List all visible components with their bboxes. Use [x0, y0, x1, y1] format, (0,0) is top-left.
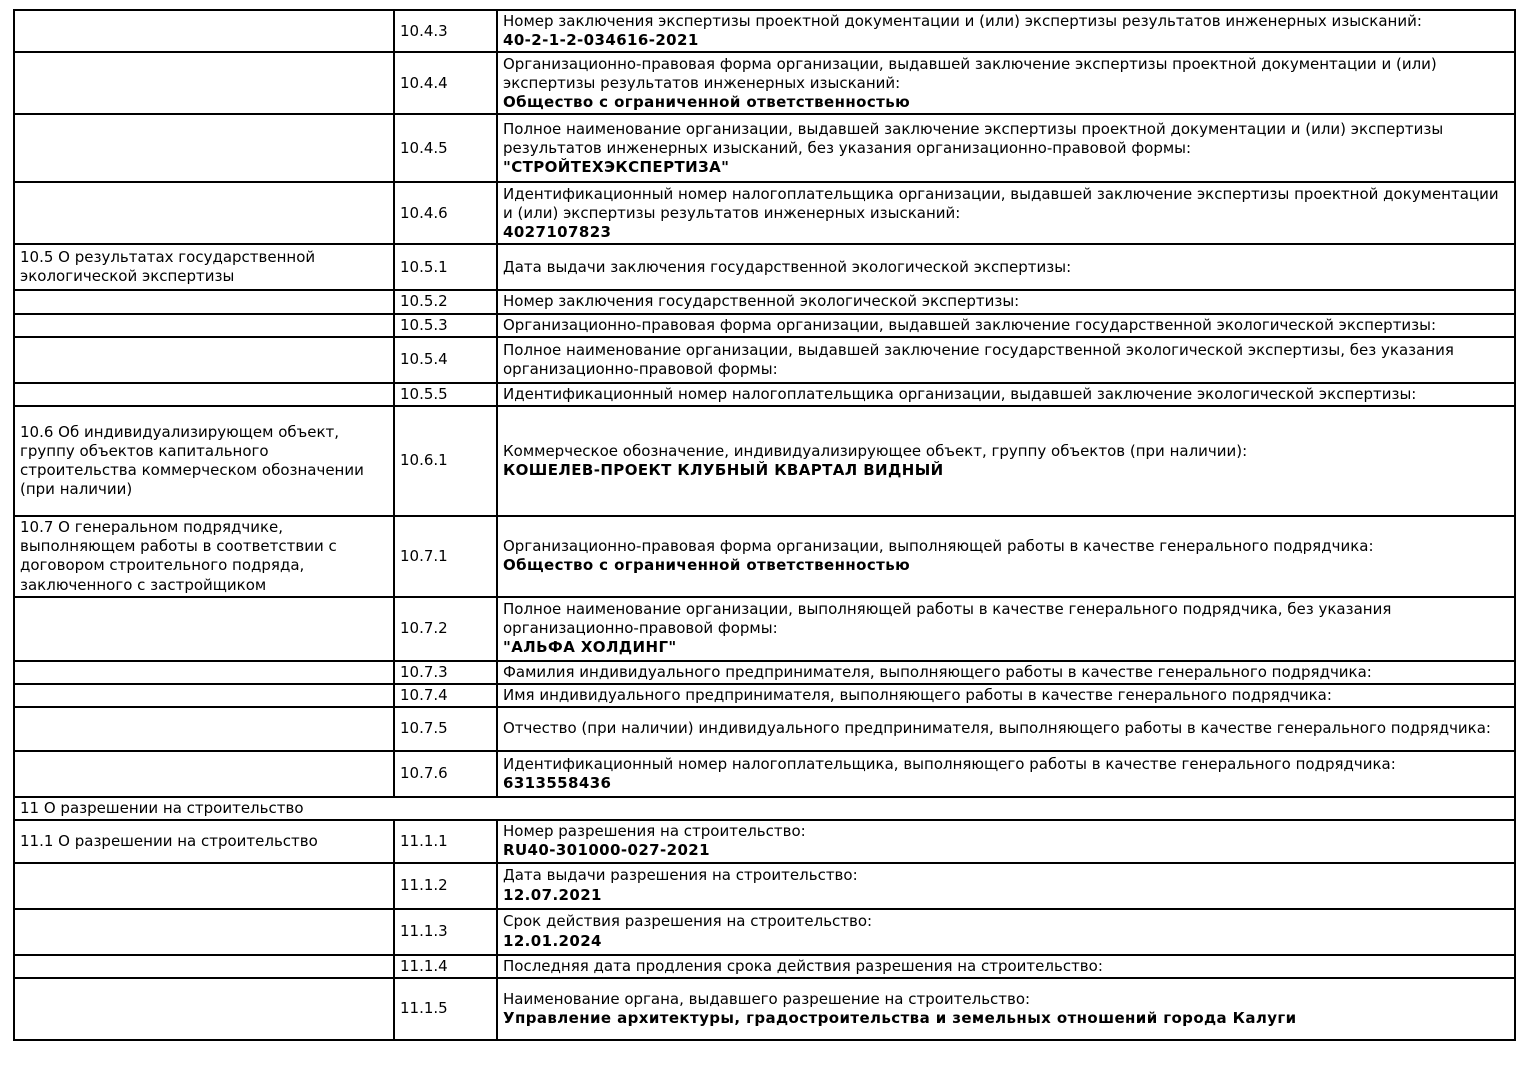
field-value: Общество с ограниченной ответственностью: [503, 556, 911, 575]
content-cell: [497, 863, 1515, 909]
field-value: КОШЕЛЕВ-ПРОЕКТ КЛУБНЫЙ КВАРТАЛ ВИДНЫЙ: [503, 460, 944, 479]
field-label: Номер заключения экспертизы проектной документации и (или) экспертизы результатов инженерных изысканий:: [503, 12, 1422, 30]
field-label: Отчество (при наличии) индивидуального предпринимателя, выполняющего работы в качестве генерального подрядчика:: [503, 719, 1491, 738]
content-cell: [497, 978, 1515, 1040]
section-title-cell: [14, 383, 394, 406]
field-value: 4027107823: [503, 222, 612, 241]
field-value: 40-2-1-2-034616-2021: [503, 31, 699, 50]
field-label: Наименование органа, выдавшего разрешение на строительство:: [503, 989, 1031, 1008]
table-row: [14, 314, 1515, 337]
field-label: Идентификационный номер налогоплательщика организации, выдавшей заключение экспертизы проектной документации и (или) экспертизы результатов инженерных изысканий:: [503, 184, 1499, 222]
field-label: Последняя дата продления срока действия разрешения на строительство:: [503, 956, 1103, 975]
field-label: Идентификационный номер налогоплательщика, выполняющего работы в качестве генерального подрядчика:: [503, 754, 1396, 773]
field-value: 12.01.2024: [503, 931, 602, 950]
table-row: [14, 978, 1515, 1040]
row-number-cell: 10.5.1: [394, 244, 497, 290]
row-number-cell: 10.7.2: [394, 597, 497, 661]
field-label: Полное наименование организации, выполняющей работы в качестве генерального подрядчика, без указания организационно-правовой формы:: [503, 599, 1392, 638]
table-row: [14, 516, 1515, 597]
row-number-cell: 10.7.5: [394, 707, 497, 751]
table-row: [14, 290, 1515, 313]
row-number-cell: 11.1.2: [394, 863, 497, 909]
field-label: Полное наименование организации, выдавшей заключение экспертизы проектной документации и (или) экспертизы результатов инженерных изысканий, без указания организационно-правовой формы:: [503, 119, 1444, 157]
content-cell: [497, 820, 1515, 862]
field-label: Номер разрешения на строительство:: [503, 822, 806, 841]
row-number-cell: 10.7.6: [394, 751, 497, 797]
field-value: RU40-301000-027-2021: [503, 841, 710, 860]
field-value: "СТРОЙТЕХЭКСПЕРТИЗА": [503, 157, 730, 176]
content-cell: [497, 661, 1515, 684]
content-cell: [497, 383, 1515, 406]
content-cell: [497, 955, 1515, 978]
table-row: [14, 863, 1515, 909]
table-row: [14, 955, 1515, 978]
content-cell: [497, 244, 1515, 290]
field-label: Организационно-правовая форма организации, выдавшей заключение государственной экологической экспертизы:: [503, 315, 1437, 334]
field-value: Общество с ограниченной ответственностью: [503, 92, 911, 111]
row-number-cell: 11.1.4: [394, 955, 497, 978]
table-row: [14, 182, 1515, 244]
section-title-cell: [14, 978, 394, 1040]
row-number-cell: 11.1.3: [394, 909, 497, 955]
section-header: 11 О разрешении на строительство: [14, 797, 1515, 820]
table-row: [14, 751, 1515, 797]
table-row: [14, 244, 1515, 290]
section-title-cell: [14, 863, 394, 909]
row-number-cell: 10.4.3: [394, 10, 497, 52]
section-title-cell: [14, 909, 394, 955]
section-title-cell: [14, 314, 394, 337]
content-cell: [497, 337, 1515, 383]
content-cell: [497, 909, 1515, 955]
field-label: Дата выдачи разрешения на строительство:: [503, 866, 858, 885]
content-cell: [497, 114, 1515, 182]
field-label: Срок действия разрешения на строительство:: [503, 912, 873, 931]
field-value: "АЛЬФА ХОЛДИНГ": [503, 638, 677, 657]
section-title-cell: [14, 751, 394, 797]
field-value: Управление архитектуры, градостроительства и земельных отношений города Калуги: [503, 1008, 1297, 1027]
content-cell: [497, 516, 1515, 597]
row-number-cell: 10.4.6: [394, 182, 497, 244]
table-body: [14, 10, 1515, 1040]
section-title-cell: 10.6 Об индивидуализирующем объект, группу объектов капитального строительства коммерческом обозначении (при наличии): [14, 406, 394, 516]
field-value: 12.07.2021: [503, 885, 602, 904]
table-row: [14, 406, 1515, 516]
section-title-cell: 11.1 О разрешении на строительство: [14, 820, 394, 862]
section-title-cell: [14, 597, 394, 661]
table-row: [14, 383, 1515, 406]
content-cell: [497, 10, 1515, 52]
row-number-cell: 11.1.5: [394, 978, 497, 1040]
content-cell: [497, 684, 1515, 707]
content-cell: [497, 52, 1515, 114]
row-number-cell: 10.5.3: [394, 314, 497, 337]
table-row: [14, 820, 1515, 862]
row-number-cell: 10.6.1: [394, 406, 497, 516]
section-title-cell: [14, 707, 394, 751]
field-label: Идентификационный номер налогоплательщика организации, выдавшей заключение экологической экспертизы:: [503, 384, 1417, 403]
section-title-cell: 10.5 О результатах государственной экологической экспертизы: [14, 244, 394, 290]
section-title-cell: 10.7 О генеральном подрядчике, выполняющем работы в соответствии с договором строительного подряда, заключенного с застройщиком: [14, 516, 394, 597]
field-label: Дата выдачи заключения государственной экологической экспертизы:: [503, 257, 1072, 276]
table-row: [14, 797, 1515, 820]
row-number-cell: 10.7.4: [394, 684, 497, 707]
content-cell: [497, 182, 1515, 244]
section-title-cell: [14, 955, 394, 978]
content-cell: [497, 751, 1515, 797]
table-row: [14, 337, 1515, 383]
section-title-cell: [14, 290, 394, 313]
row-number-cell: 10.4.5: [394, 114, 497, 182]
section-title-cell: [14, 10, 394, 52]
content-cell: [497, 314, 1515, 337]
row-number-cell: 10.4.4: [394, 52, 497, 114]
section-title-cell: [14, 52, 394, 114]
field-value: 6313558436: [503, 774, 612, 793]
row-number-cell: 10.5.4: [394, 337, 497, 383]
row-number-cell: 10.5.2: [394, 290, 497, 313]
content-cell: [497, 406, 1515, 516]
table-row: [14, 52, 1515, 114]
content-cell: [497, 597, 1515, 661]
field-label: Имя индивидуального предпринимателя, выполняющего работы в качестве генерального подрядчика:: [503, 685, 1332, 704]
field-label: Полное наименование организации, выдавшей заключение государственной экологической экспертизы, без указания организационно-правовой формы:: [503, 340, 1454, 378]
table-row: [14, 684, 1515, 707]
field-label: Организационно-правовая форма организации, выдавшей заключение экспертизы проектной документации и (или) экспертизы результатов инженерных изысканий:: [503, 54, 1437, 92]
field-label: Номер заключения государственной экологической экспертизы:: [503, 292, 1020, 311]
table-row: [14, 114, 1515, 182]
table-row: [14, 10, 1515, 52]
content-cell: [497, 707, 1515, 751]
table-row: [14, 661, 1515, 684]
row-number-cell: 10.7.1: [394, 516, 497, 597]
declaration-table: [13, 9, 1516, 1041]
section-title-cell: [14, 684, 394, 707]
field-label: Фамилия индивидуального предпринимателя, выполняющего работы в качестве генерального подрядчика:: [503, 662, 1372, 681]
row-number-cell: 10.5.5: [394, 383, 497, 406]
content-cell: [497, 290, 1515, 313]
table-row: [14, 909, 1515, 955]
field-label: Коммерческое обозначение, индивидуализирующее объект, группу объектов (при наличии):: [503, 441, 1248, 460]
section-title-cell: [14, 337, 394, 383]
row-number-cell: 11.1.1: [394, 820, 497, 862]
section-title-cell: [14, 661, 394, 684]
section-title-cell: [14, 114, 394, 182]
table-row: [14, 597, 1515, 661]
table-row: [14, 707, 1515, 751]
row-number-cell: 10.7.3: [394, 661, 497, 684]
section-title-cell: [14, 182, 394, 244]
field-label: Организационно-правовая форма организации, выполняющей работы в качестве генерального подрядчика:: [503, 537, 1374, 556]
